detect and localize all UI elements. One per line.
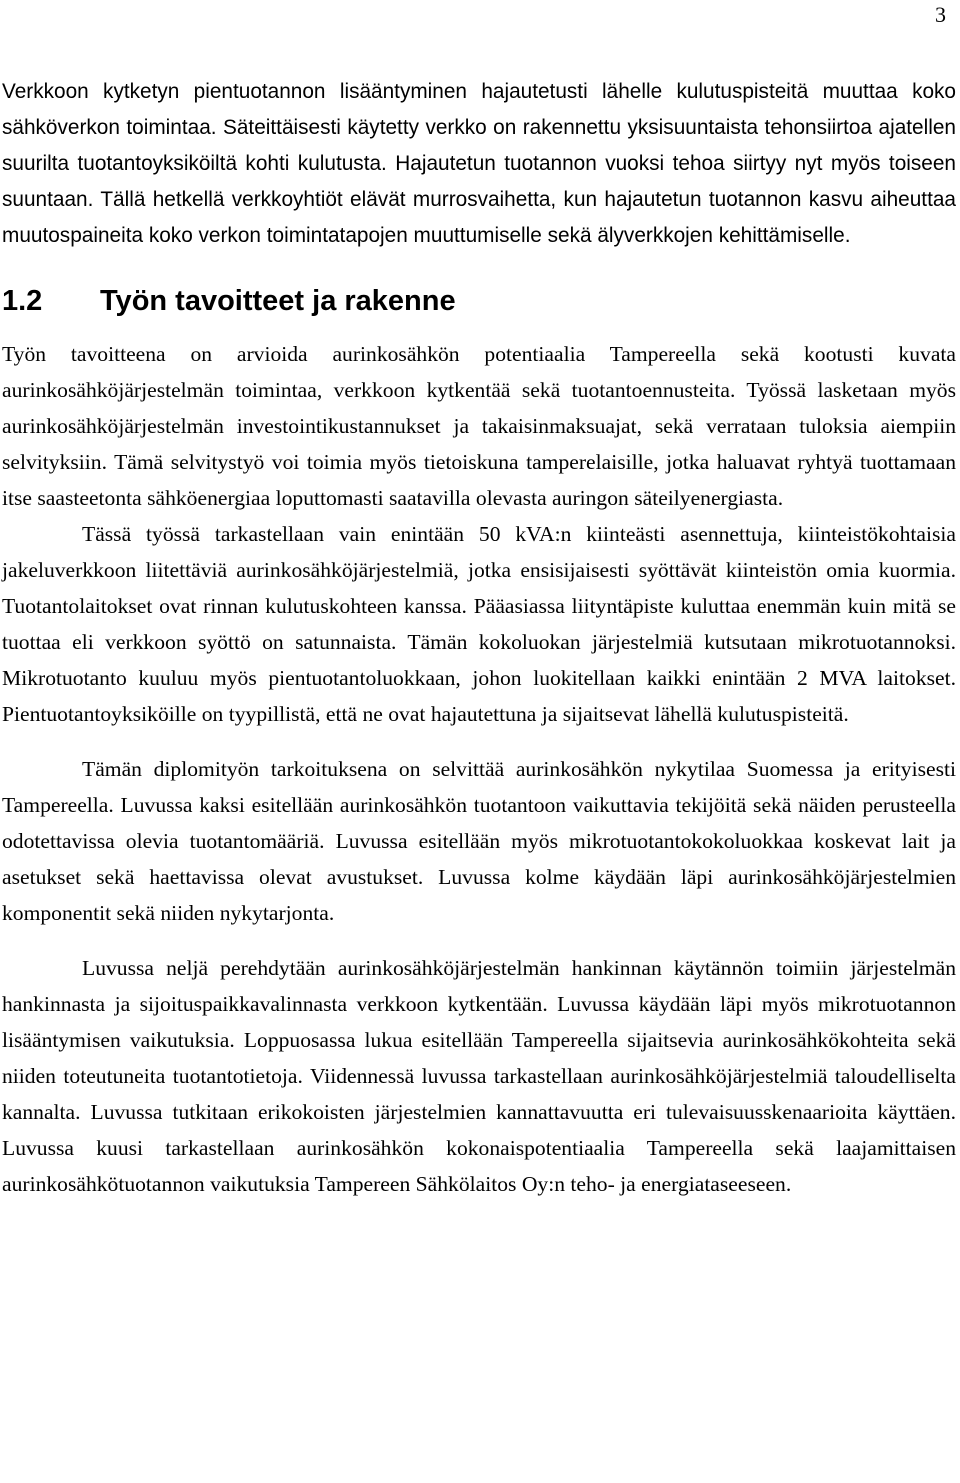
intro-paragraph: Verkkoon kytketyn pientuotannon lisääntyminen hajautetusti lähelle kulutuspisteitä muuttaa koko sähköverkon toimintaa. Säteittäisesti käytetty verkko on rakennettu yksisuuntaista tehonsiirtoa ajatellen suurilta tuotantoyksiköiltä kohti kulutusta. Hajautetun tuotannon vuoksi tehoa siirtyy nyt myös toiseen suuntaan. Tällä hetkellä verkkoyhtiöt elävät murrosvaihetta, kun hajautetun tuotannon kasvu aiheuttaa muutospaineita koko verkon toimintatapojen muuttumiselle sekä älyverkkojen kehittämiselle. <box>2 80 956 247</box>
section-title: Työn tavoitteet ja rakenne <box>100 285 456 317</box>
section-paragraph-3: Tämän diplomityön tarkoituksena on selvittää aurinkosähkön nykytilaa Suomessa ja erityisesti Tampereella. Luvussa kaksi esitellään aurinkosähkön tuotantoon vaikuttavia tekijöitä sekä näiden perusteella odotettavissa olevia tuotantomääriä. Luvussa esitellään myös mikrotuotantokokoluokkaa koskevat lait ja asetukset sekä haettavissa olevat avustukset. Luvussa kolme käydään läpi aurinkosähköjärjestelmien komponentit sekä niiden nykytarjonta. <box>2 757 956 925</box>
document-body <box>2 74 956 1202</box>
section-number: 1.2 <box>2 285 43 317</box>
section-paragraph-1: Työn tavoitteena on arvioida aurinkosähkön potentiaalia Tampereella sekä kootusti kuvata aurinkosähköjärjestelmän toimintaa, verkkoon kytkentää sekä tuotantoennusteita. Työssä lasketaan myös aurinkosähköjärjestelmän investointikustannukset ja takaisinmaksuajat, sekä verrataan tuloksia aiempiin selvityksiin. Tämä selvitystyö voi toimia myös tietoiskuna tamperelaisille, jotka haluavat ryhtyä tuottamaan itse saasteetonta sähköenergiaa loputtomasti saatavilla olevasta auringon säteilyenergiasta. <box>2 342 956 510</box>
section-paragraph-4: Luvussa neljä perehdytään aurinkosähköjärjestelmän hankinnan käytännön toimiin järjestelmän hankinnasta ja sijoituspaikkavalinnasta verkkoon kytkentään. Luvussa käydään läpi myös mikrotuotannon lisääntymisen vaikutuksia. Loppuosassa lukua esitellään Tampereella sijaitsevia aurinkosähkökohteita sekä niiden toteutuneita tuotantotietoja. Viidennessä luvussa tarkastellaan aurinkosähköjärjestelmiä taloudelliselta kannalta. Luvussa tutkitaan erikokoisten järjestelmien kannattavuutta eri tulevaisuusskenaarioita käyttäen. Luvussa kuusi tarkastellaan aurinkosähkön kokonaispotentiaalia Tampereella sekä laajamittaisen aurinkosähkötuotannon vaikutuksia Tampereen Sähkölaitos Oy:n teho- ja energiataseeseen. <box>2 956 956 1196</box>
page-number: 3 <box>935 2 946 27</box>
section-paragraph-2: Tässä työssä tarkastellaan vain enintään 50 kVA:n kiinteästi asennettuja, kiinteistökohtaisia jakeluverkkoon liitettäviä aurinkosähköjärjestelmiä, jotka ensisijaisesti syöttävät kiinteistön omia kuormia. Tuotantolaitokset ovat rinnan kulutuskohteen kanssa. Pääasiassa liityntäpiste kuluttaa enemmän kuin mitä se tuottaa eli verkkoon syöttö on satunnaista. Tämän kokoluokan järjestelmiä kutsutaan mikrotuotannoksi. Mikrotuotanto kuuluu myös pientuotantoluokkaan, johon luokitellaan kaikki enintään 2 MVA laitokset. Pientuotantoyksiköille on tyypillistä, että ne ovat hajautettuna ja sijaitsevat lähellä kulutuspisteitä. <box>2 522 956 726</box>
section-heading <box>2 284 956 318</box>
